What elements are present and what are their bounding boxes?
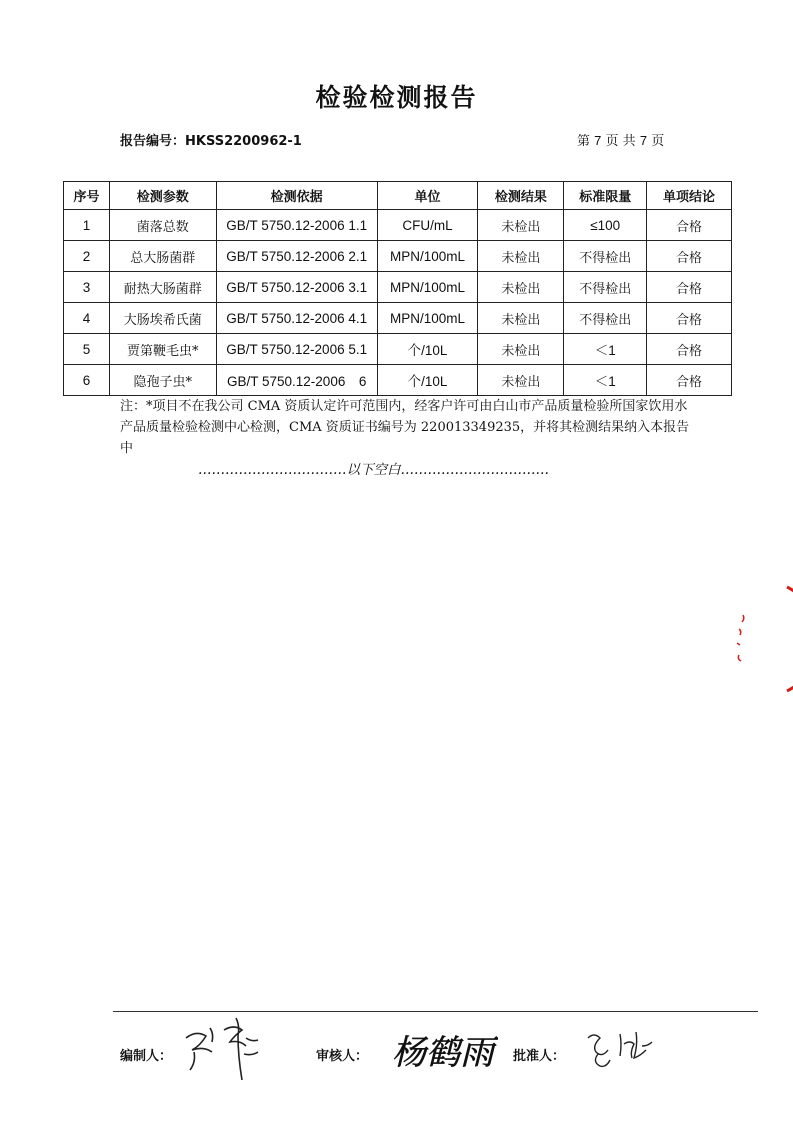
cell-no: 2 [64,241,110,272]
page-current: 7 [594,133,602,148]
cell-basis: GB/T 5750.12-2006 6 [216,365,377,396]
header-limit: 标准限量 [564,182,647,210]
cell-conclusion: 合格 [647,303,732,334]
cell-param: 菌落总数 [109,210,216,241]
header-conclusion: 单项结论 [647,182,732,210]
reviewed-by-signature [388,1020,498,1080]
cell-conclusion: 合格 [647,334,732,365]
table-row [64,334,732,365]
prepared-by-signature [180,1008,270,1083]
cell-conclusion: 合格 [647,365,732,396]
table-row [64,272,732,303]
cell-conclusion: 合格 [647,210,732,241]
blank-below-marker: ……………………………以下空白…………………………… [198,462,549,478]
cell-basis: GB/T 5750.12-2006 5.1 [216,334,377,365]
cell-result: 未检出 [478,210,564,241]
page-indicator [577,130,664,149]
cell-unit: MPN/100mL [377,241,478,272]
cell-limit: ≤100 [564,210,647,241]
cell-result: 未检出 [478,303,564,334]
cell-no: 1 [64,210,110,241]
table-row [64,241,732,272]
cell-limit: ＜1 [564,334,647,365]
cell-basis: GB/T 5750.12-2006 3.1 [216,272,377,303]
cell-unit: MPN/100mL [377,303,478,334]
cell-limit: 不得检出 [564,303,647,334]
header-param: 检测参数 [109,182,216,210]
page-total: 7 [639,133,648,148]
cell-limit: 不得检出 [564,272,647,303]
cell-basis: GB/T 5750.12-2006 4.1 [216,303,377,334]
cell-basis: GB/T 5750.12-2006 2.1 [216,241,377,272]
results-table [63,181,732,396]
cell-unit: CFU/mL [377,210,478,241]
cell-limit: 不得检出 [564,241,647,272]
cell-conclusion: 合格 [647,241,732,272]
cell-param: 隐孢子虫* [109,365,216,396]
cell-no: 6 [64,365,110,396]
cell-param: 贾第鞭毛虫* [109,334,216,365]
header-unit: 单位 [377,182,478,210]
cell-param: 总大肠菌群 [109,241,216,272]
footnote: 注：*项目不在我公司 CMA 资质认定许可范围内，经客户许可由白山市产品质量检验所国家饮用水产品质量检验检测中心检测，CMA 资质证书编号为 220013349235，并将其检测结果纳入本报告中 [120,399,690,456]
cell-limit: ＜1 [564,365,647,396]
table-row [64,365,732,396]
reviewed-by-label: 审核人： [316,1049,369,1064]
header-no: 序号 [64,182,110,210]
cell-result: 未检出 [478,272,564,303]
cell-unit: MPN/100mL [377,272,478,303]
page-mid: 页 共 [605,134,636,149]
cell-unit: 个/10L [377,365,478,396]
reviewed-signature-text: 杨鹤雨 [392,1033,494,1073]
cell-param: 大肠埃希氏菌 [109,303,216,334]
table-row [64,303,732,334]
approved-by-signature [580,1024,660,1074]
header-result: 检测结果 [478,182,564,210]
prepared-by-label: 编制人： [120,1049,173,1064]
approved-by-label: 批准人： [513,1049,566,1064]
cell-conclusion: 合格 [647,272,732,303]
report-title: 检验检测报告 [315,83,478,112]
cell-basis: GB/T 5750.12-2006 1.1 [216,210,377,241]
cell-param: 耐热大肠菌群 [109,272,216,303]
cell-result: 未检出 [478,241,564,272]
page-suffix: 页 [651,134,665,149]
page-prefix: 第 [577,134,591,149]
cell-no: 5 [64,334,110,365]
cell-no: 3 [64,272,110,303]
report-number: 报告编号：HKSS2200962-1 [120,134,302,149]
table-row [64,210,732,241]
cell-no: 4 [64,303,110,334]
cell-result: 未检出 [478,334,564,365]
cell-result: 未检出 [478,365,564,396]
table-header-row [64,182,732,210]
cell-unit: 个/10L [377,334,478,365]
header-basis: 检测依据 [216,182,377,210]
official-seal-stamp [725,585,793,695]
